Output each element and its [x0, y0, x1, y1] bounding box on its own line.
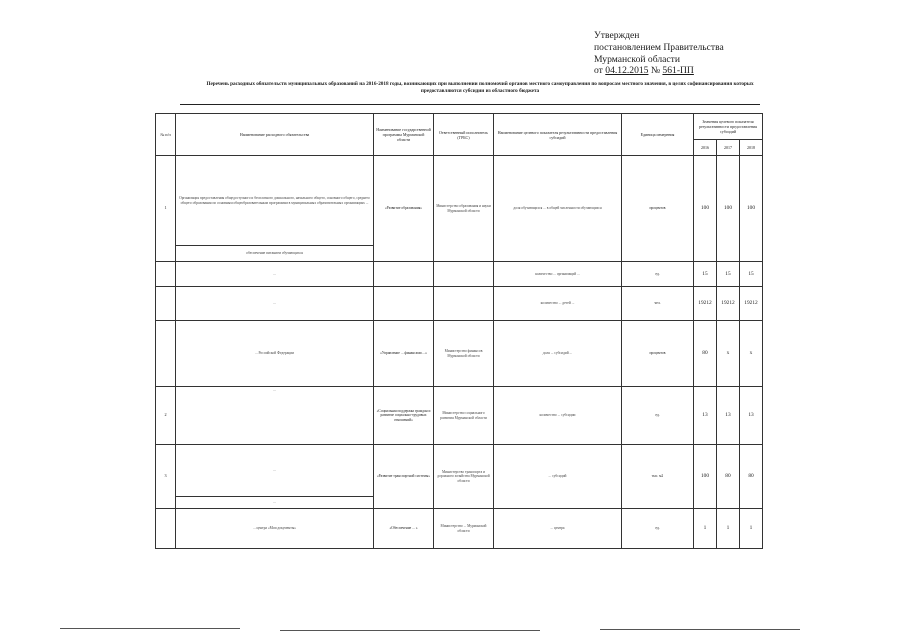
row-obligation: обеспечение питанием обучающихся — [176, 246, 374, 262]
row-num — [156, 509, 176, 549]
header-year-2017: 2017 — [717, 140, 740, 156]
header-unit: Единица измерения — [622, 114, 694, 156]
row-obligation: ... — [176, 387, 374, 445]
row-indicator: количество ... детей ... — [494, 287, 622, 321]
row-obligation: ... Российской Федерации — [176, 321, 374, 387]
row-unit: ед. — [622, 509, 694, 549]
row-indicator: количество ... организаций ... — [494, 262, 622, 287]
title-line-1: Перечень расходных обязательств муниципальных образований на 2016-2018 годы, возникающих при выполнении полномочий органов местного самоуправления по вопросам местного значения, в целях софинансирования которых — [206, 81, 754, 87]
row-value-2017: 19212 — [717, 287, 740, 321]
row-obligation: ... — [176, 262, 374, 287]
bottom-edge-line-center — [280, 630, 540, 631]
table-row — [156, 321, 763, 387]
row-indicator: ... субсидий — [494, 445, 622, 509]
title-line-2: предоставляются субсидии из областного бюджета — [420, 88, 540, 94]
approval-date-line — [594, 65, 794, 77]
bottom-edge-line-right — [600, 629, 800, 630]
row-program: «Социальная поддержка граждан и развитие социально-трудовых отношений» — [374, 387, 434, 445]
row-grbs: Министерство транспорта и дорожного хозяйства Мурманской области — [434, 445, 494, 509]
row-program: «Обеспечение ... » — [374, 509, 434, 549]
row-indicator: количество ... субсидии — [494, 387, 622, 445]
row-obligation: ... — [176, 287, 374, 321]
row-value-2017: x — [717, 321, 740, 387]
header-indicator: Наименование целевого показателя результативности предоставления субсидий — [494, 114, 622, 156]
row-obligation: ... центра «Мои документы» — [176, 509, 374, 549]
row-value-2018: x — [740, 321, 763, 387]
row-value-2016: 15 — [694, 262, 717, 287]
header-obligation: Наименование расходного обязательства — [176, 114, 374, 156]
row-value-2017: 80 — [717, 445, 740, 509]
row-value-2016: 19212 — [694, 287, 717, 321]
row-value-2018: 15 — [740, 262, 763, 287]
header-year-2018: 2018 — [740, 140, 763, 156]
approval-number: 561-ПП — [662, 65, 694, 77]
header-values-group: Значения целевого показателя результативности предоставления субсидий — [694, 114, 763, 140]
row-unit: ед. — [622, 387, 694, 445]
row-obligation: ... — [176, 445, 374, 497]
row-value-2016: 100 — [694, 445, 717, 509]
row-value-2018: 19212 — [740, 287, 763, 321]
row-indicator: доля обучающихся ... в общей численности обучающихся — [494, 156, 622, 262]
row-value-2016: 100 — [694, 156, 717, 262]
row-unit: ед. — [622, 262, 694, 287]
approval-line-1: Утвержден — [594, 30, 640, 41]
row-grbs: Министерство финансов Мурманской области — [434, 321, 494, 387]
row-unit: процентов — [622, 156, 694, 262]
header-program: Наименование государственной программы Мурманской области — [374, 114, 434, 156]
table-row — [156, 287, 763, 321]
approval-block — [594, 30, 794, 77]
row-num — [156, 262, 176, 287]
row-program: «Развитие образования» — [374, 156, 434, 262]
obligations-table — [155, 113, 763, 549]
top-rule — [180, 104, 760, 105]
row-unit: чел. — [622, 287, 694, 321]
row-grbs: Министерство ... Мурманской области — [434, 509, 494, 549]
row-program: «Управление ... финансами ...» — [374, 321, 434, 387]
row-value-2017: 100 — [717, 156, 740, 262]
row-value-2016: 1 — [694, 509, 717, 549]
approval-date: 04.12.2015 — [605, 65, 649, 77]
row-grbs: Министерство образования и науки Мурманской области — [434, 156, 494, 262]
header-num: № п/п — [156, 114, 176, 156]
row-value-2017: 1 — [717, 509, 740, 549]
table-row — [156, 509, 763, 549]
row-grbs — [434, 287, 494, 321]
table-row — [156, 156, 763, 246]
row-value-2018: 13 — [740, 387, 763, 445]
date-prefix: от — [594, 65, 603, 77]
row-indicator: ... центра — [494, 509, 622, 549]
row-value-2017: 15 — [717, 262, 740, 287]
row-value-2018: 1 — [740, 509, 763, 549]
row-num — [156, 321, 176, 387]
table-row — [156, 445, 763, 497]
row-obligation: Организация предоставления общедоступного и бесплатного дошкольного, начального общего, основного общего, среднего общего образования по основным общеобразовательным программам в муниципальных образовательных организациях ... — [176, 156, 374, 246]
approval-line-2: постановлением Правительства — [594, 41, 724, 53]
document-title — [185, 81, 775, 95]
row-grbs: Министерство социального развития Мурманской области — [434, 387, 494, 445]
row-value-2018: 80 — [740, 445, 763, 509]
row-grbs — [434, 262, 494, 287]
row-unit: тыс. м2 — [622, 445, 694, 509]
row-value-2017: 13 — [717, 387, 740, 445]
row-indicator: доля ... субсидий ... — [494, 321, 622, 387]
approval-line-3: Мурманской области — [594, 53, 680, 65]
table-row — [156, 387, 763, 445]
row-program — [374, 287, 434, 321]
row-num: 3 — [156, 445, 176, 509]
row-obligation: ... — [176, 497, 374, 509]
row-unit: процентов — [622, 321, 694, 387]
row-num: 2 — [156, 387, 176, 445]
bottom-edge-line-left — [60, 628, 240, 629]
number-prefix: № — [650, 65, 661, 77]
header-grbs: Ответственный исполнитель (ГРБС) — [434, 114, 494, 156]
row-program: «Развитие транспортной системы» — [374, 445, 434, 509]
row-num — [156, 287, 176, 321]
row-value-2018: 100 — [740, 156, 763, 262]
row-program — [374, 262, 434, 287]
row-value-2016: 13 — [694, 387, 717, 445]
row-num: 1 — [156, 156, 176, 262]
table-row — [156, 262, 763, 287]
row-value-2016: 80 — [694, 321, 717, 387]
header-year-2016: 2016 — [694, 140, 717, 156]
